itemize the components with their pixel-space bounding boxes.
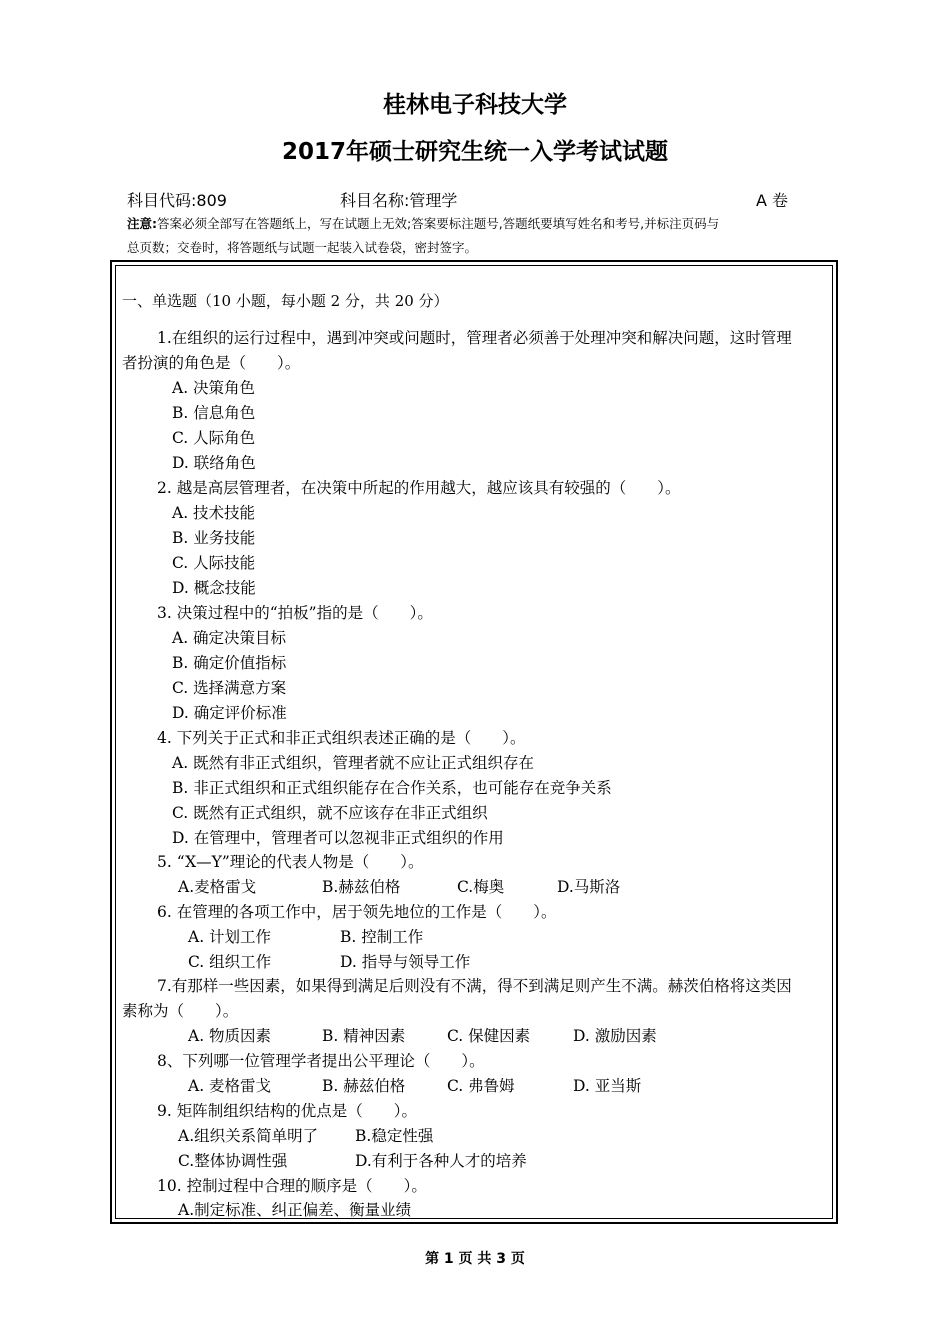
q6-stem: 6. 在管理的各项工作中，居于领先地位的工作是（ ）。 — [157, 903, 557, 921]
q9-option-a: A.组织关系简单明了 — [178, 1127, 319, 1145]
q5-option-d: D.马斯洛 — [557, 878, 621, 896]
q1-stem-line1: 1.在组织的运行过程中，遇到冲突或问题时，管理者必须善于处理冲突和解决问题，这时管理 — [157, 329, 792, 347]
q5-option-c: C.梅奥 — [457, 878, 505, 896]
q3-option-c: C. 选择满意方案 — [172, 679, 287, 697]
q3-stem: 3. 决策过程中的“拍板”指的是（ ）。 — [157, 604, 433, 622]
university-name: 桂林电子科技大学 — [383, 92, 567, 118]
paper-version: A 卷 — [756, 191, 789, 210]
section-title: 一、单选题（10 小题，每小题 2 分，共 20 分） — [122, 292, 449, 310]
q1-option-a: A. 决策角色 — [172, 379, 256, 397]
q6-option-c: C. 组织工作 — [188, 953, 272, 971]
q2-option-a: A. 技术技能 — [172, 504, 256, 522]
q7-option-c: C. 保健因素 — [447, 1027, 531, 1045]
q9-option-b: B.稳定性强 — [355, 1127, 434, 1145]
notice-label: 注意: — [127, 216, 157, 231]
q4-option-c: C. 既然有正式组织，就不应该存在非正式组织 — [172, 804, 488, 822]
q8-option-b: B. 赫兹伯格 — [322, 1077, 406, 1095]
q10-stem: 10. 控制过程中合理的顺序是（ ）。 — [157, 1177, 427, 1195]
q2-stem: 2. 越是高层管理者，在决策中所起的作用越大，越应该具有较强的（ ）。 — [157, 479, 681, 497]
q9-option-c: C.整体协调性强 — [178, 1152, 288, 1170]
q8-option-c: C. 弗鲁姆 — [447, 1077, 515, 1095]
q6-option-a: A. 计划工作 — [188, 928, 272, 946]
q2-option-c: C. 人际技能 — [172, 554, 256, 572]
exam-notice — [127, 212, 827, 260]
q8-stem: 8、下列哪一位管理学者提出公平理论（ ）。 — [157, 1052, 485, 1070]
q4-option-b: B. 非正式组织和正式组织能存在合作关系，也可能存在竞争关系 — [172, 779, 612, 797]
q4-option-a: A. 既然有非正式组织，管理者就不应让正式组织存在 — [172, 754, 535, 772]
q1-option-b: B. 信息角色 — [172, 404, 256, 422]
q9-stem: 9. 矩阵制组织结构的优点是（ ）。 — [157, 1102, 417, 1120]
q1-stem-line2: 者扮演的角色是（ ）。 — [122, 354, 301, 372]
q10-option-a: A.制定标准、纠正偏差、衡量业绩 — [178, 1201, 412, 1219]
notice-line-1: 答案必须全部写在答题纸上，写在试题上无效;答案要标注题号,答题纸要填写姓名和考号,并标注页码与 — [157, 216, 720, 231]
q8-option-d: D. 亚当斯 — [573, 1077, 642, 1095]
q6-option-b: B. 控制工作 — [340, 928, 424, 946]
q8-option-a: A. 麦格雷戈 — [188, 1077, 272, 1095]
q5-stem: 5. “X—Y”理论的代表人物是（ ）。 — [157, 853, 424, 871]
q7-option-a: A. 物质因素 — [188, 1027, 272, 1045]
q3-option-d: D. 确定评价标准 — [172, 704, 287, 722]
subject-code: 科目代码:809 — [127, 191, 227, 210]
q4-stem: 4. 下列关于正式和非正式组织表述正确的是（ ）。 — [157, 729, 526, 747]
q1-option-c: C. 人际角色 — [172, 429, 256, 447]
subject-name: 科目名称:管理学 — [340, 191, 458, 210]
q7-stem-line2: 素称为（ ）。 — [122, 1002, 239, 1020]
q3-option-a: A. 确定决策目标 — [172, 629, 287, 647]
q7-option-d: D. 激励因素 — [573, 1027, 657, 1045]
notice-line-2: 总页数；交卷时，将答题纸与试题一起装入试卷袋，密封签字。 — [127, 240, 478, 255]
q4-option-d: D. 在管理中，管理者可以忽视非正式组织的作用 — [172, 829, 504, 847]
q7-stem-line1: 7.有那样一些因素，如果得到满足后则没有不满，得不到满足则产生不满。赫茨伯格将这类因 — [157, 977, 792, 995]
q5-option-b: B.赫兹伯格 — [322, 878, 401, 896]
q6-option-d: D. 指导与领导工作 — [340, 953, 471, 971]
q2-option-b: B. 业务技能 — [172, 529, 256, 547]
q3-option-b: B. 确定价值指标 — [172, 654, 287, 672]
q7-option-b: B. 精神因素 — [322, 1027, 406, 1045]
exam-title: 2017年硕士研究生统一入学考试试题 — [281, 139, 668, 165]
q1-option-d: D. 联络角色 — [172, 454, 256, 472]
q9-option-d: D.有利于各种人才的培养 — [355, 1152, 527, 1170]
page-number: 第 1 页 共 3 页 — [425, 1251, 525, 1267]
q2-option-d: D. 概念技能 — [172, 579, 256, 597]
q5-option-a: A.麦格雷戈 — [178, 878, 257, 896]
